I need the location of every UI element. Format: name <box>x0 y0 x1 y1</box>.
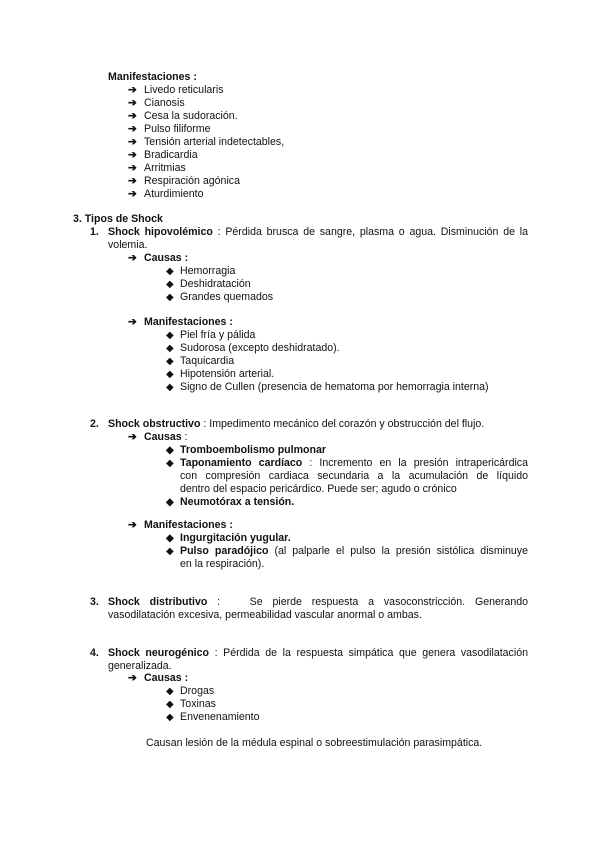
item-number: 2. <box>90 418 99 430</box>
list-item: ➔ Pulso filiforme <box>128 123 211 135</box>
diamond-bullet-icon: ◆ <box>166 343 174 354</box>
arrow-icon: ➔ <box>128 136 137 148</box>
diamond-bullet-icon: ◆ <box>166 533 174 544</box>
section-title: 3. Tipos de Shock <box>73 213 163 225</box>
arrow-icon: ➔ <box>128 84 137 96</box>
list-item-continuation: en la respiración). <box>180 558 265 570</box>
shock-obstructivo-desc: Shock obstructivo : Impedimento mecánico del corazón y obstrucción del flujo. <box>108 418 485 430</box>
diamond-bullet-icon: ◆ <box>166 356 174 367</box>
causas-heading: ➔ Causas : <box>128 672 189 684</box>
list-item: ◆ Ingurgitación yugular. <box>166 532 291 544</box>
shock-neurogenico-desc: Shock neurogénico : Pérdida de la respuesta simpática que genera vasodilatación <box>108 647 528 659</box>
list-item: ◆ Grandes quemados <box>166 291 274 303</box>
list-item: ◆ Hemorragia <box>166 265 236 277</box>
list-item: ◆ Neumotórax a tensión. <box>166 496 295 508</box>
arrow-icon: ➔ <box>128 672 137 684</box>
list-item: ➔ Respiración agónica <box>128 175 240 187</box>
list-item: ◆ Signo de Cullen (presencia de hematoma por hemorragia interna) <box>166 381 489 393</box>
item-number: 1. <box>90 226 99 238</box>
diamond-bullet-icon: ◆ <box>166 497 174 508</box>
diamond-bullet-icon: ◆ <box>166 279 174 290</box>
intro-heading: Manifestaciones : <box>108 71 197 83</box>
item-number: 3. <box>90 596 99 608</box>
diamond-bullet-icon: ◆ <box>166 686 174 697</box>
causas-heading: ➔ Causas : <box>128 252 189 264</box>
list-item: ◆ Hipotensión arterial. <box>166 368 275 380</box>
diamond-bullet-icon: ◆ <box>166 445 174 456</box>
diamond-bullet-icon: ◆ <box>166 382 174 393</box>
diamond-bullet-icon: ◆ <box>166 546 174 557</box>
list-item: ◆ Drogas <box>166 685 215 697</box>
diamond-bullet-icon: ◆ <box>166 458 174 469</box>
arrow-icon: ➔ <box>128 252 137 264</box>
diamond-bullet-icon: ◆ <box>166 699 174 710</box>
list-item: ◆ Sudorosa (excepto deshidratado). <box>166 342 340 354</box>
diamond-bullet-icon: ◆ <box>166 712 174 723</box>
desc-line: vasodilatación excesiva, permeabilidad vascular anormal o ambas. <box>108 609 422 621</box>
list-item: ➔ Tensión arterial indetectables, <box>128 136 285 148</box>
shock-name: Shock distributivo <box>108 596 208 608</box>
arrow-icon: ➔ <box>128 162 137 174</box>
causas-heading: ➔ Causas : <box>128 431 188 443</box>
diamond-bullet-icon: ◆ <box>166 330 174 341</box>
note: Causan lesión de la médula espinal o sobreestimulación parasimpática. <box>146 737 483 749</box>
list-item: ➔ Cesa la sudoración. <box>128 110 238 122</box>
shock-name: Shock obstructivo <box>108 418 201 430</box>
arrow-icon: ➔ <box>128 431 137 443</box>
arrow-icon: ➔ <box>128 519 137 531</box>
shock-name: Shock hipovolémico <box>108 226 213 238</box>
list-item: ◆ Deshidratación <box>166 278 251 290</box>
list-item: ◆ Piel fría y pálida <box>166 329 256 341</box>
arrow-icon: ➔ <box>128 188 137 200</box>
manifestaciones-heading: ➔ Manifestaciones : <box>128 519 233 531</box>
arrow-icon: ➔ <box>128 110 137 122</box>
list-item-continuation: dentro del espacio pericárdico. Puede ser; agudo o crónico <box>180 483 457 495</box>
list-item: ➔ Bradicardia <box>128 149 198 161</box>
list-item: ◆ Taquicardia <box>166 355 235 367</box>
shock-name: Shock neurogénico <box>108 647 209 659</box>
item-number: 4. <box>90 647 99 659</box>
list-item-continuation: con compresión cardiaca secundaria a la acumulación de líquido <box>180 470 528 482</box>
list-item: ➔ Cianosis <box>128 97 185 109</box>
list-item: ➔ Livedo reticularis <box>128 84 224 96</box>
arrow-icon: ➔ <box>128 123 137 135</box>
list-item: ◆ Pulso paradójico (al palparle el pulso la presión sistólica disminuye <box>166 545 528 557</box>
list-item: ◆ Toxinas <box>166 698 216 710</box>
desc-line: generalizada. <box>108 660 172 672</box>
list-item: ◆ Tromboembolismo pulmonar <box>166 444 326 456</box>
diamond-bullet-icon: ◆ <box>166 292 174 303</box>
list-item: ➔ Arritmias <box>128 162 186 174</box>
diamond-bullet-icon: ◆ <box>166 369 174 380</box>
arrow-icon: ➔ <box>128 316 137 328</box>
desc-line: volemia. <box>108 239 148 251</box>
list-item: ➔ Aturdimiento <box>128 188 204 200</box>
arrow-icon: ➔ <box>128 149 137 161</box>
diamond-bullet-icon: ◆ <box>166 266 174 277</box>
shock-hipovolemico-desc: Shock hipovolémico : Pérdida brusca de sangre, plasma o agua. Disminución de la <box>108 226 529 238</box>
list-item: ◆ Taponamiento cardíaco : Incremento en la presión intrapericárdica <box>166 457 529 469</box>
list-item: ◆ Envenenamiento <box>166 711 260 723</box>
manifestaciones-heading: ➔ Manifestaciones : <box>128 316 233 328</box>
arrow-icon: ➔ <box>128 97 137 109</box>
arrow-icon: ➔ <box>128 175 137 187</box>
shock-distributivo-desc: Shock distributivo : Se pierde respuesta a vasoconstricción. Generando <box>108 596 528 608</box>
